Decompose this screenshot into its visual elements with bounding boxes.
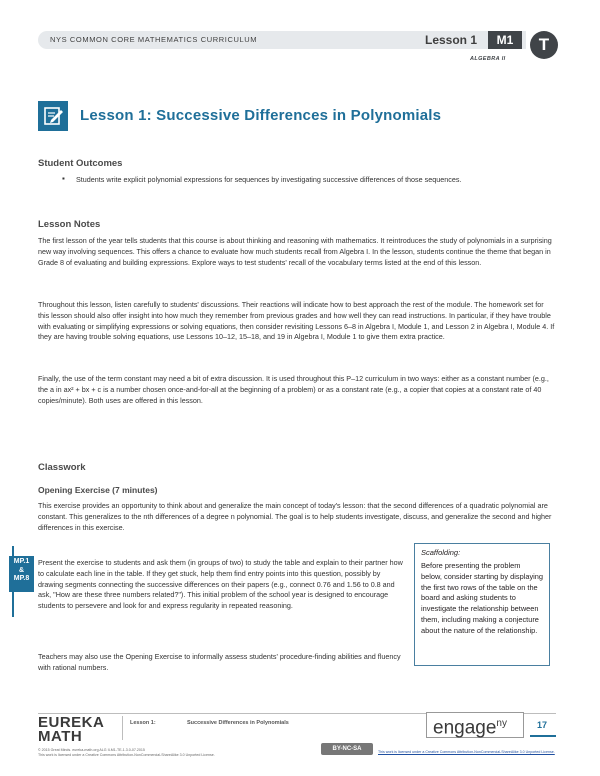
classwork-heading: Classwork (38, 462, 86, 473)
footer-separator (122, 716, 123, 740)
course-badge: T (530, 31, 558, 59)
curriculum-label: NYS COMMON CORE MATHEMATICS CURRICULUM (50, 35, 258, 44)
mp-tag (9, 556, 34, 592)
footer-lesson-title: Successive Differences in Polynomials (187, 720, 289, 726)
lesson-label: Lesson 1 (425, 33, 478, 47)
brand-line-1: EUREKA (38, 714, 105, 731)
copyright-line-1: © 2015 Great Minds. eureka-math.org ALG II-M1-TE-1.3.0-07.2015 (38, 748, 145, 752)
page-number-underline (530, 735, 556, 737)
instruction-paragraph: Present the exercise to students and ask them (in groups of two) to study the table and explain to their partner how to calculate each line in the table. If they get stuck, help them find entry points into this question, possibly by drawing segments connecting the successive differences on their papers (e.g., connect 0.76 and 1.56 to 0.8 and ask, "How are these three numbers related?"). This initial problem of the school year is designed to encourage students to persevere and look for and express regularity in repeated reasoning. (38, 558, 403, 611)
creative-commons-badge: BY-NC-SA (321, 743, 373, 755)
outcome-bullet: Students write explicit polynomial expressions for sequences by investigating successive differences of those sequences. (76, 175, 462, 184)
course-name: ALGEBRA II (470, 56, 506, 62)
opening-exercise-heading: Opening Exercise (7 minutes) (38, 485, 158, 495)
lesson-notes-paragraph-2: Throughout this lesson, listen carefully to students' discussions. Their reactions will indicate how to best approach the rest of the module. The homework set for this lesson should also offer insight into how much they remember from previous grades and how well they can read instructions. In particular, if they have trouble with evaluating or simplifying expressions or solving equations, then consider revisiting Lessons 6–8 in Algebra I, Module 1, and Lesson 2 in Algebra I, Module 4. If they are having trouble solving equations, use Lessons 10–12, 15–18, and 19 in Algebra I, Module 1 to give them extra practice. (38, 300, 555, 342)
brand-line-2: MATH (38, 728, 83, 745)
lesson-notes-heading: Lesson Notes (38, 219, 101, 230)
copyright (38, 748, 215, 758)
bullet-icon: ▪ (62, 174, 65, 183)
engageny-logo (426, 712, 524, 738)
lesson-title: Lesson 1: Successive Differences in Polynomials (80, 107, 442, 124)
scaffolding-body: Before presenting the problem below, consider starting by displaying the first two rows of the table on the board and asking students to investigate the relationship between them, including making a conjecture about the nature of the relationship. (421, 561, 544, 635)
opening-exercise-paragraph: This exercise provides an opportunity to think about and generalize the main concept of today's lesson: that the second differences of a quadratic polynomial are constant. This generalizes to the nth differences of a degree n polynomial. The goal is to help students investigate, discuss, and generalize the second and higher differences in this exercise. (38, 501, 552, 532)
module-badge: M1 (488, 31, 522, 49)
mp-tag-line-2: & (18, 566, 25, 574)
student-outcomes-heading: Student Outcomes (38, 158, 123, 169)
copyright-line-2: This work is licensed under a Creative Commons Attribution-NonCommercial-ShareAlike 3.0 Unported License. (38, 753, 215, 757)
scaffolding-box (414, 543, 550, 666)
footer-lesson-label: Lesson 1: (130, 720, 156, 726)
scaffolding-title: Scaffolding: (421, 548, 461, 557)
page-number: 17 (537, 720, 548, 730)
pencil-notepad-icon (38, 101, 68, 131)
engage-sup: ny (496, 718, 507, 729)
lesson-notes-paragraph-1: The first lesson of the year tells students that this course is about thinking and reasoning with mathematics. It reintroduces the study of polynomials in a surprising new way involving sequences. This offers a chance to evaluate how much students recall from Algebra I. In the lesson, students continue the theme that began in Grade 8 of evaluating and building expressions. Explore ways to test students' recall of the vocabulary terms listed at the end of this lesson. (38, 236, 552, 267)
mp-tag-line-3: MP.8 (13, 575, 30, 582)
closing-paragraph: Teachers may also use the Opening Exercise to informally assess students' procedure-finding abilities and fluency with rational numbers. (38, 652, 401, 672)
license-link[interactable]: This work is licensed under a Creative Commons Attribution-NonCommercial-ShareAlike 3.0 Unported License. (378, 750, 555, 754)
mp-tag-line-1: MP.1 (13, 558, 30, 565)
eureka-math-logo (38, 716, 104, 744)
engage-text: engage (433, 717, 497, 739)
lesson-notes-paragraph-3: Finally, the use of the term constant may need a bit of extra discussion. It is used throughout this P–12 curriculum in two ways: either as a constant number (e.g., the a in ax² + bx + c is a number chosen once-and-for-all at the beginning of a problem) or as a constant rate (e.g., a copier that copies at a constant rate of 40 copies/minute). Both uses are offered in this lesson. (38, 374, 549, 405)
